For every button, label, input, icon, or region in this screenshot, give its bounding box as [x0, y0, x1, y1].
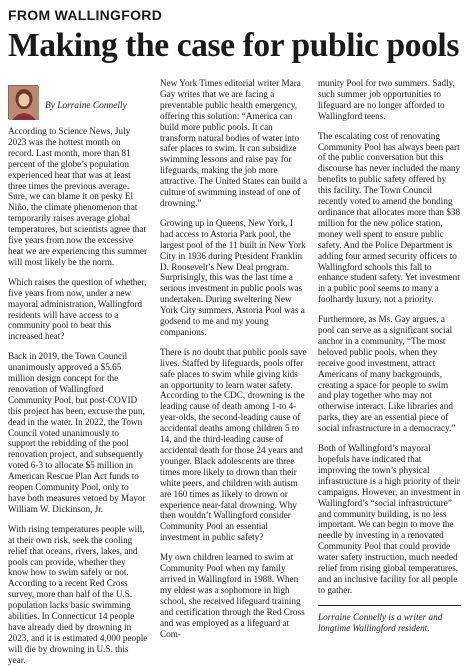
paragraph: New York Times editorial writer Mara Gay writes that we are facing a preventable public health emergency, offering this solution: “America can build more public pools. It can transform natural bodies of water into safer places to swim. It can subsidize swimming lessons and raise pay for lifeguards, making the job more attractive. The United States can build a culture of swimming instead of one of drowning.” [160, 78, 308, 208]
headline: Making the case for public pools [8, 27, 459, 64]
paragraph: There is no doubt that public pools save lives. Staffed by lifeguards, pools offer safe places to swim while giving kids an opportunity to learn water safety. According to the CDC, drowning is the leading cause of death among 1-to 4-year-olds, the second-leading cause of accidental deaths among children 5 to 14, and the third-leading cause of accidental death for those 24 years and younger. Black adolescents are three times more likely to drown than their white peers, and children with autism are 160 times as likely to drown or experience near-fatal drowning. Why then wouldn’t Wallingford consider Community Pool an essential investment in public safety? [160, 346, 307, 543]
column-1 [8, 84, 148, 665]
paragraph: With rising temperatures people will, at their own risk, seek the cooling relief that oceans, rivers, lakes, and pools can provide, whether they know how to swim safely or not. According to a recent Red Cross survey, more than half of the U.S. population lacks basic swimming abilities. In Connecticut 14 people have already died by drowning in 2023, and it is estimated 4,000 people will die by drowning in U.S. this year. [8, 523, 148, 665]
paragraph: The escalating cost of renovating Community Pool has always been part of the public conversation but this discourse has never included the many benefits to public safety offered by this facility. The Town Council recently voted to amend the bonding ordinance that allocates more than $38 million for the new police station, money well spent to ensure public safety. And the Police Department is adding four armed security officers to Wallingford schools this fall to enhance student safety. Yet investment in a public pool seems to many a foolhardy luxury, not a priority. [318, 130, 461, 305]
author-photo [8, 85, 38, 119]
paragraph: Growing up in Queens, New York, I had access to Astoria Park pool, the largest pool of the 11 built in New York City in 1936 during President Franklin D. Roosevelt’s New Deal program. Surprisingly, this was the last time a serious investment in public pools was undertaken. During sweltering New York City summers, Astoria Pool was a godsend to me and my young companions. [160, 217, 306, 337]
section-kicker: FROM WALLINGFORD [8, 7, 163, 23]
paragraph: munity Pool for two summers. Sadly, such summer job opportunities to lifeguard are no longer afforded to Wallingford teens. [318, 78, 455, 121]
byline [8, 84, 148, 120]
author-name: By Lorraine Connelly [45, 101, 127, 111]
paragraph: My own children learned to swim at Community Pool when my family arrived in Wallingford in 1988. When my eldest was a sophomore in high school, she received lifeguard training and certification through the Red Cross and was employed as a lifeguard at Com- [160, 552, 305, 639]
divider [318, 605, 461, 606]
paragraph: Furthermore, as Ms. Gay argues, a pool can serve as a significant social anchor in a community, “The most beloved public pools, when they receive good investment, attract Americans of many backgrounds, creating a space for people to swim and play together who may not otherwise interact. Like libraries and parks, they are an essential piece of social infrastructure in a democracy.” [318, 314, 456, 434]
author-bio: Lorraine Connelly is a writer and longtime Wallingford resident. [318, 611, 443, 633]
paragraph: Back in 2019, the Town Council unanimously approved a $5.65 million design concept for the renovation of Wallingford Community Pool, but post-COVID this project has been, excuse the pun, dead in the water. In 2022, the Town Council voted unanimously to support the rebidding of the pool renovation project, and subsequently voted 6-3 to allocate $5 million in American Rescue Plan Act funds to reopen Community Pool, only to have both measures vetoed by Mayor William W. Dickinson, Jr. [8, 351, 146, 514]
paragraph: Which raises the question of whether, five years from now, under a new mayoral administration, Wallingford residents will have access to a community pool to beat this increased heat? [8, 276, 147, 342]
paragraph: Both of Wallingford’s mayoral hopefuls have indicated that improving the town’s physical infrastructure is a high priority of their campaigns. However, an investment in Wallingford’s “social infrastructure” and community building, is no less important. We can begin to move the needle by investing in a renovated Community Pool that could provide water safety instruction, much needed relief from rising global temperatures, and an inclusive facility for all people to gather. [318, 443, 461, 595]
paragraph: According to Science News, July 2023 was the hottest month on record. Last month, more than 81 percent of the globe’s population experienced heat that was at least three times the previous average. Sure, we can blame it on pesky El Niño, the climate phenomenon that temporarily raises average global temperatures, but scientists agree that five years from now the excessive heat we are experiencing this summer will most likely be the norm. [8, 126, 148, 267]
article-body [8, 78, 461, 665]
column-3 [318, 78, 461, 634]
column-2 [160, 78, 308, 639]
